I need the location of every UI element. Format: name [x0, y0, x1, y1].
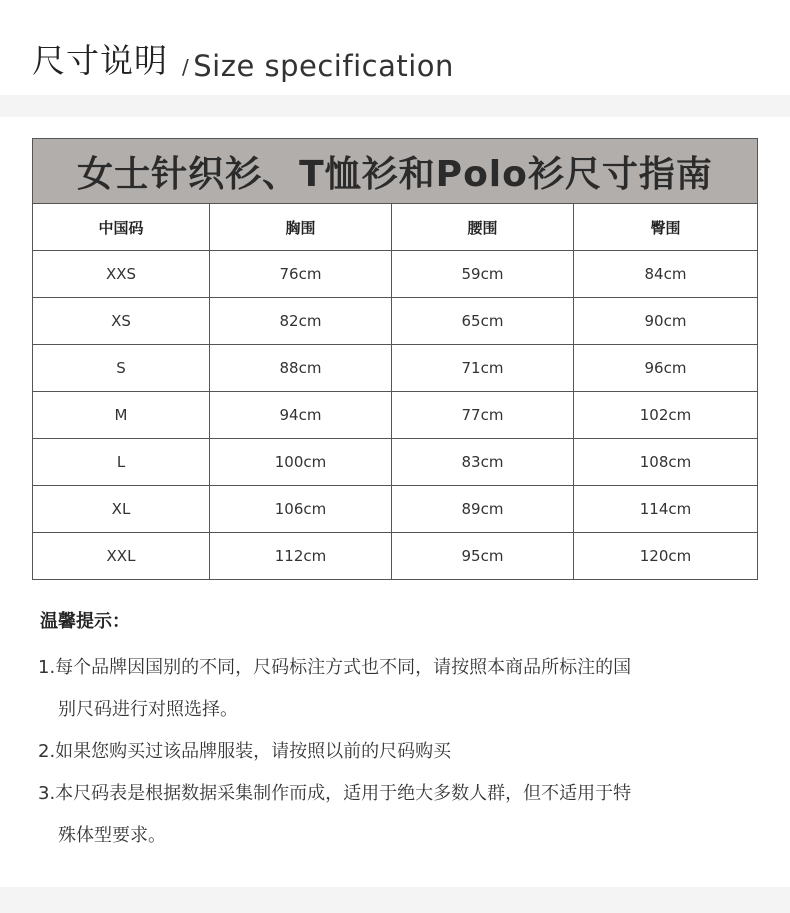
cell-size: XS [33, 298, 210, 345]
cell-hip: 84cm [574, 251, 758, 298]
cell-hip: 114cm [574, 486, 758, 533]
cell-hip: 96cm [574, 345, 758, 392]
cell-waist: 65cm [392, 298, 574, 345]
cell-size: XL [33, 486, 210, 533]
column-header-hip: 臀围 [574, 204, 758, 251]
cell-size: S [33, 345, 210, 392]
cell-bust: 82cm [210, 298, 392, 345]
table-row [33, 533, 758, 580]
table-row [33, 486, 758, 533]
cell-bust: 88cm [210, 345, 392, 392]
tip-line-continued: 殊体型要求。 [58, 825, 166, 846]
top-band [0, 95, 790, 117]
cell-bust: 94cm [210, 392, 392, 439]
tip-item [38, 647, 758, 731]
title-divider: / [182, 55, 190, 79]
cell-size: XXS [33, 251, 210, 298]
bottom-band [0, 887, 790, 913]
cell-bust: 106cm [210, 486, 392, 533]
cell-bust: 100cm [210, 439, 392, 486]
tip-item [38, 773, 758, 857]
cell-size: XXL [33, 533, 210, 580]
cell-waist: 83cm [392, 439, 574, 486]
column-header-waist: 腰围 [392, 204, 574, 251]
cell-waist: 59cm [392, 251, 574, 298]
size-guide-content [0, 117, 790, 887]
cell-size: M [33, 392, 210, 439]
table-row [33, 251, 758, 298]
table-row [33, 345, 758, 392]
page-title-cn: 尺寸说明 [32, 41, 168, 80]
size-table [32, 138, 758, 580]
tip-line: 3.本尺码表是根据数据采集制作而成，适用于绝大多数人群，但不适用于特 [38, 783, 632, 804]
table-row [33, 298, 758, 345]
cell-waist: 95cm [392, 533, 574, 580]
page-title-en: Size specification [193, 49, 454, 83]
tips-title: 温馨提示： [40, 611, 130, 632]
cell-hip: 108cm [574, 439, 758, 486]
tip-line-continued: 别尺码进行对照选择。 [58, 699, 238, 720]
page-header [0, 0, 790, 95]
column-header-cn-size: 中国码 [33, 204, 210, 251]
cell-size: L [33, 439, 210, 486]
column-header-bust: 胸围 [210, 204, 392, 251]
tip-line: 2.如果您购买过该品牌服装，请按照以前的尺码购买 [38, 741, 452, 762]
cell-waist: 89cm [392, 486, 574, 533]
cell-bust: 112cm [210, 533, 392, 580]
tip-line: 1.每个品牌因国别的不同，尺码标注方式也不同，请按照本商品所标注的国 [38, 657, 632, 678]
cell-hip: 102cm [574, 392, 758, 439]
table-title: 女士针织衫、T恤衫和Polo衫尺寸指南 [33, 139, 758, 204]
table-row [33, 392, 758, 439]
tip-item [38, 731, 758, 773]
cell-hip: 90cm [574, 298, 758, 345]
cell-waist: 71cm [392, 345, 574, 392]
cell-hip: 120cm [574, 533, 758, 580]
table-row [33, 439, 758, 486]
table-header-row [33, 204, 758, 251]
cell-bust: 76cm [210, 251, 392, 298]
tips-section [38, 607, 758, 857]
cell-waist: 77cm [392, 392, 574, 439]
page-title-en-wrap [182, 49, 454, 83]
table-title-row [33, 139, 758, 204]
